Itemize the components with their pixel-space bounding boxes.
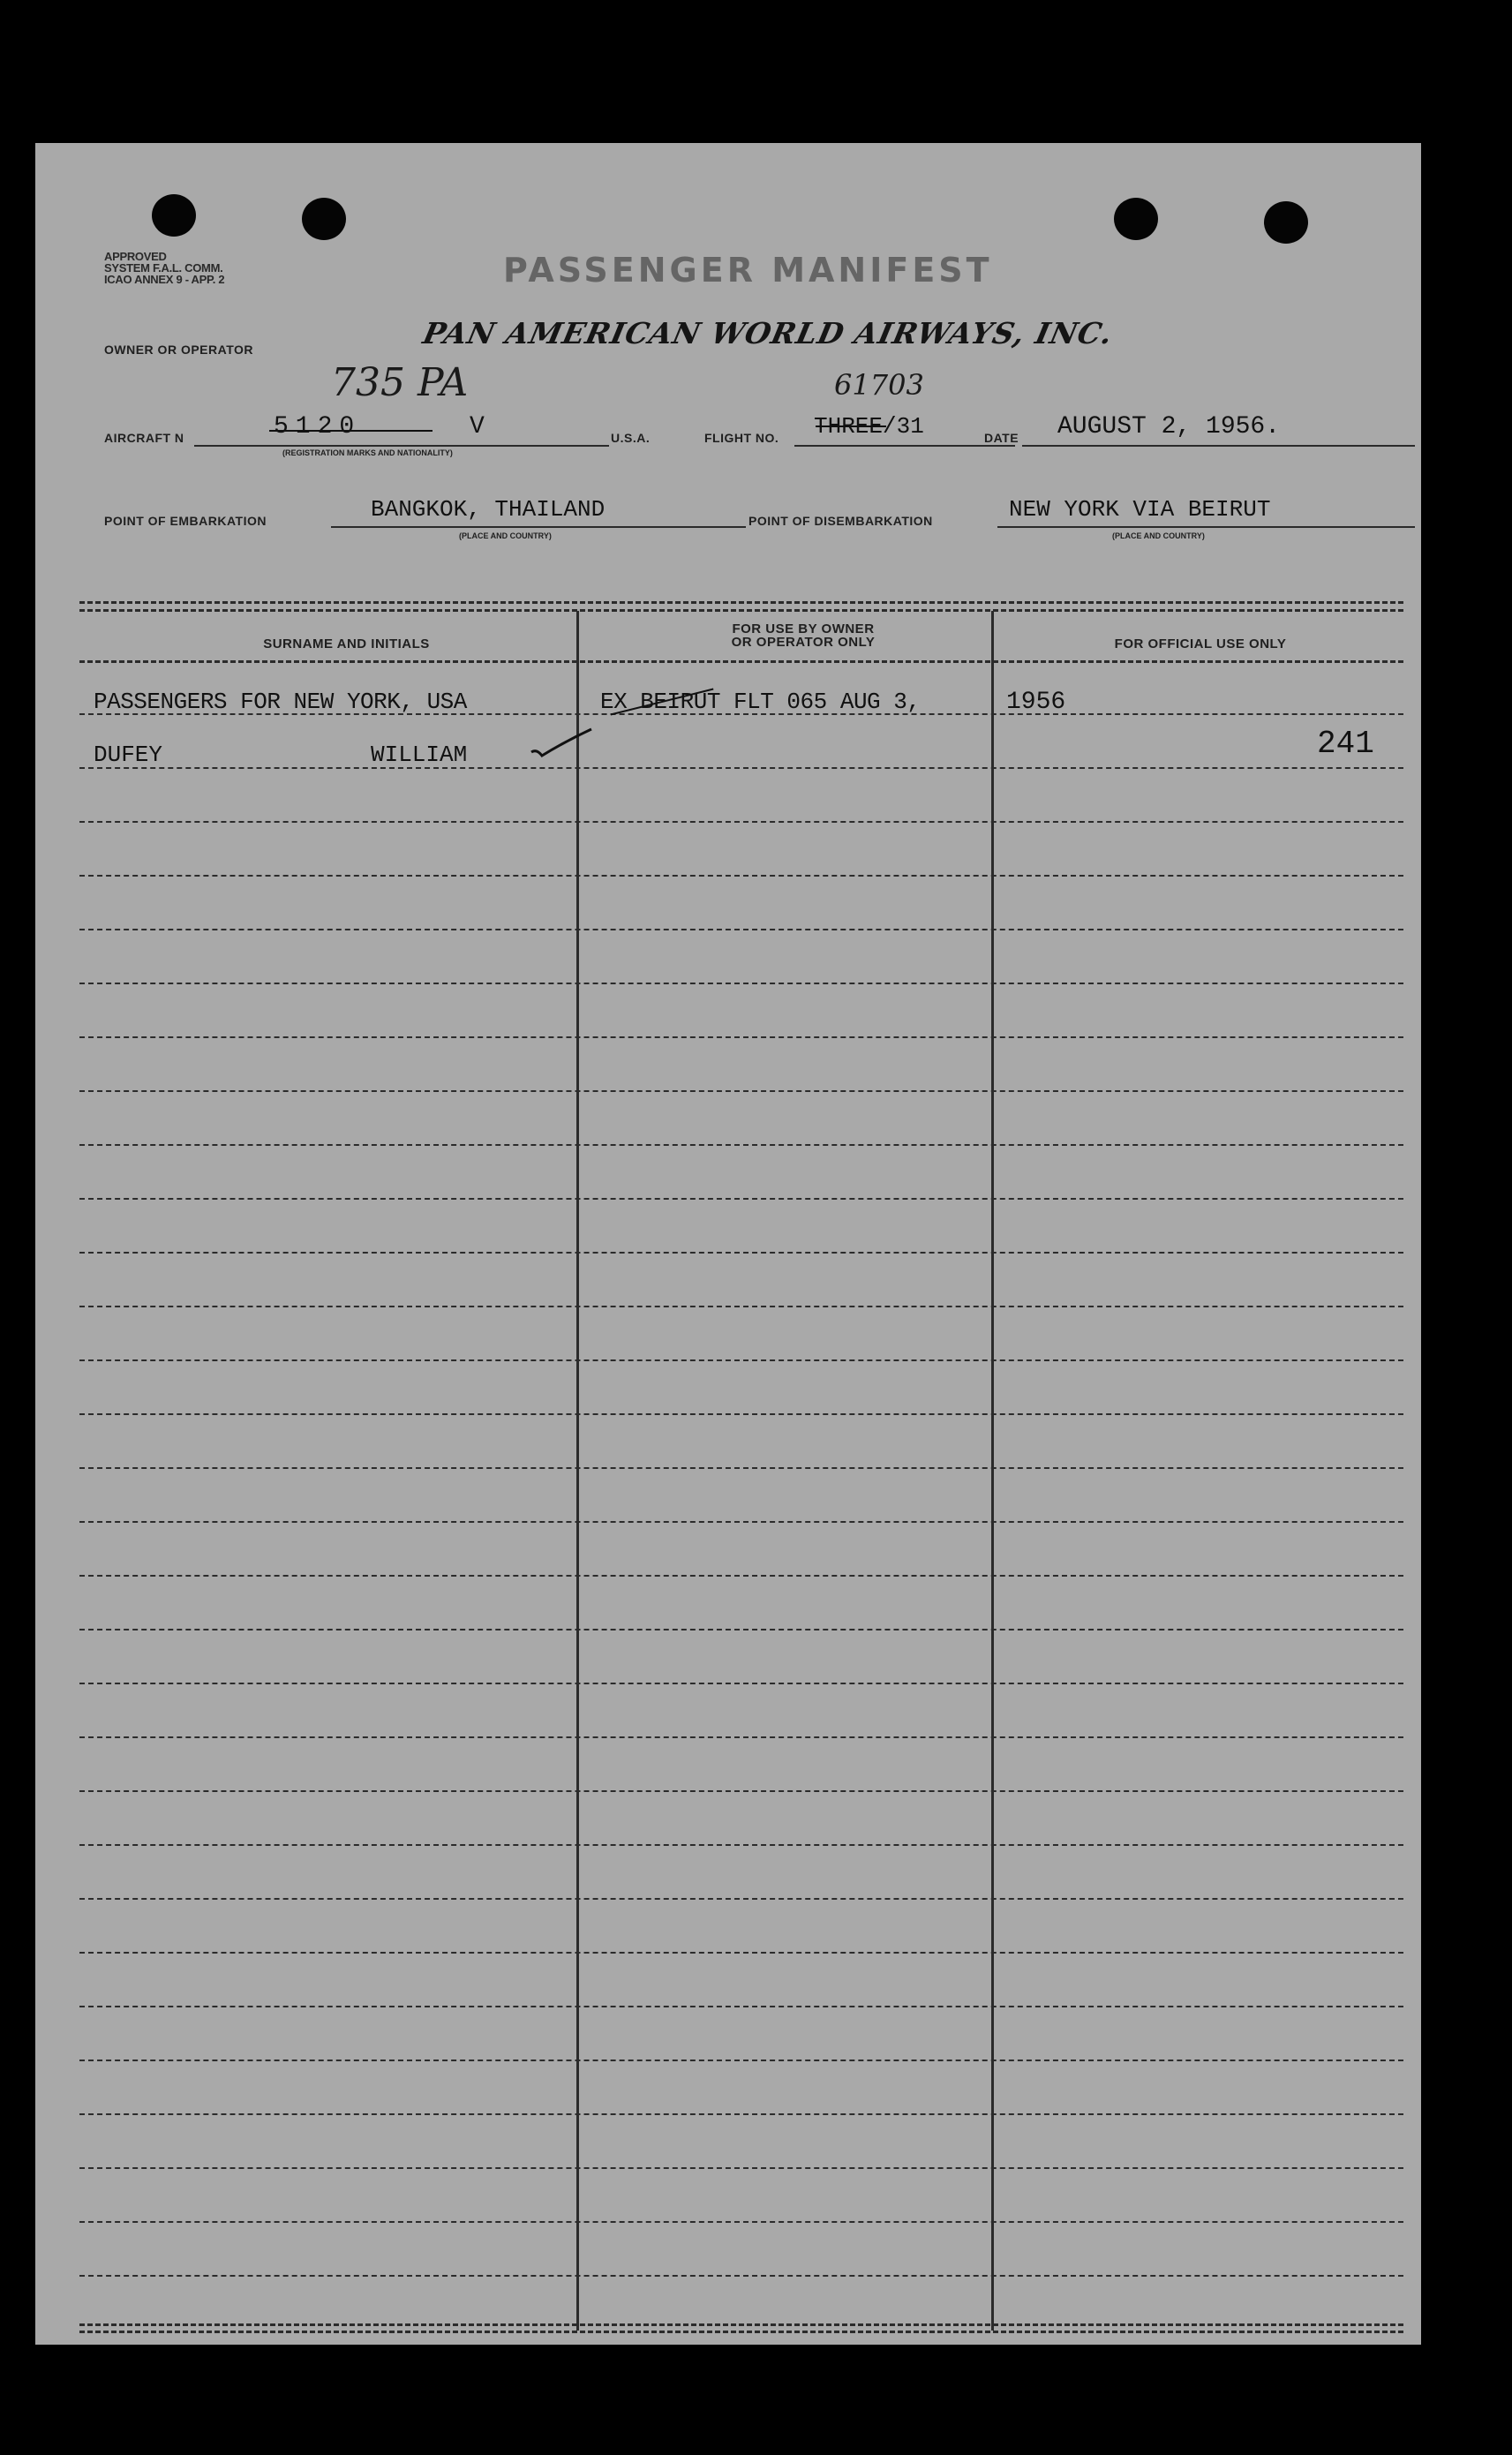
column-divider	[991, 611, 994, 2331]
row-line	[79, 1252, 1403, 1254]
row-line	[79, 1575, 1403, 1577]
disembarkation-underline	[997, 526, 1415, 528]
embarkation-sublabel: (PLACE AND COUNTRY)	[459, 531, 552, 540]
date-underline	[1022, 445, 1415, 447]
owner-value: PAN AMERICAN WORLD AIRWAYS, INC.	[419, 316, 1117, 350]
column-header-official-use: FOR OFFICIAL USE ONLY	[1114, 636, 1287, 651]
row-1-owner-note: EX BEIRUT FLT 065 AUG 3,	[600, 689, 921, 715]
punch-hole	[302, 198, 346, 240]
row-1-official: 1956	[1006, 689, 1066, 716]
row-line	[79, 1413, 1403, 1415]
country-label: U.S.A.	[611, 431, 651, 445]
date-label: DATE	[984, 431, 1019, 445]
aircraft-sublabel: (REGISTRATION MARKS AND NATIONALITY)	[282, 448, 453, 457]
row-line	[79, 2060, 1403, 2061]
date-value: AUGUST 2, 1956.	[1057, 413, 1281, 441]
table-bottom-rule	[79, 2323, 1403, 2326]
embarkation-underline	[331, 526, 746, 528]
aircraft-underline	[194, 445, 609, 447]
row-2-given-name: WILLIAM	[371, 742, 468, 768]
row-line	[79, 2167, 1403, 2169]
aircraft-label: AIRCRAFT N	[104, 431, 184, 445]
check-mark-icon	[530, 726, 600, 761]
table-bottom-rule	[79, 2331, 1403, 2333]
row-line	[79, 983, 1403, 984]
row-line	[79, 1306, 1403, 1307]
row-1-surname: PASSENGERS FOR NEW YORK, USA	[94, 689, 467, 715]
row-line	[79, 2006, 1403, 2007]
approval-note: APPROVED SYSTEM F.A.L. COMM. ICAO ANNEX 9 - APP. 2	[104, 250, 225, 286]
flight-value: THREE/31	[814, 413, 924, 440]
punch-hole	[1114, 198, 1158, 240]
header-bottom-rule	[79, 660, 1403, 663]
flight-strike	[816, 425, 886, 427]
row-line	[79, 1521, 1403, 1523]
row-2-official: 241	[1317, 726, 1374, 762]
disembarkation-value: NEW YORK VIA BEIRUT	[1009, 496, 1271, 523]
aircraft-strike	[269, 430, 433, 432]
punch-hole	[1264, 201, 1308, 244]
row-line	[79, 1629, 1403, 1630]
column-header-surname: SURNAME AND INITIALS	[263, 636, 430, 651]
row-2-surname: DUFEY	[94, 742, 163, 768]
row-line	[79, 1036, 1403, 1038]
row-line	[79, 875, 1403, 877]
row-line	[79, 767, 1403, 769]
row-line	[79, 1952, 1403, 1954]
handwritten-aircraft-note: 735 PA	[331, 360, 469, 405]
handwritten-flight-note: 61703	[834, 368, 924, 402]
column-divider	[576, 611, 579, 2331]
disembarkation-sublabel: (PLACE AND COUNTRY)	[1112, 531, 1205, 540]
aircraft-value: 5120	[274, 413, 362, 441]
flight-underline	[794, 445, 1015, 447]
row-line	[79, 2275, 1403, 2277]
manifest-sheet	[35, 143, 1421, 2345]
row-line	[79, 1683, 1403, 1684]
row-line	[79, 1790, 1403, 1792]
row-line	[79, 1898, 1403, 1900]
row-line	[79, 821, 1403, 823]
row-line	[79, 929, 1403, 930]
disembarkation-label: POINT OF DISEMBARKATION	[748, 514, 933, 528]
row-line	[79, 1736, 1403, 1738]
row-line	[79, 1198, 1403, 1200]
table-top-rule	[79, 601, 1403, 604]
row-line	[79, 1144, 1403, 1146]
flight-label: FLIGHT NO.	[704, 431, 779, 445]
row-line	[79, 1359, 1403, 1361]
punch-hole	[152, 194, 196, 237]
owner-label: OWNER OR OPERATOR	[104, 343, 253, 357]
row-line	[79, 2113, 1403, 2115]
embarkation-value: BANGKOK, THAILAND	[371, 496, 606, 523]
row-line	[79, 1090, 1403, 1092]
aircraft-suffix: V	[470, 413, 485, 441]
row-line	[79, 2221, 1403, 2223]
row-line	[79, 1844, 1403, 1846]
column-header-owner-use: FOR USE BY OWNER OR OPERATOR ONLY	[731, 621, 876, 650]
table-top-rule	[79, 609, 1403, 612]
form-title: PASSENGER MANIFEST	[503, 251, 993, 290]
embarkation-label: POINT OF EMBARKATION	[104, 514, 267, 528]
row-line	[79, 1467, 1403, 1469]
